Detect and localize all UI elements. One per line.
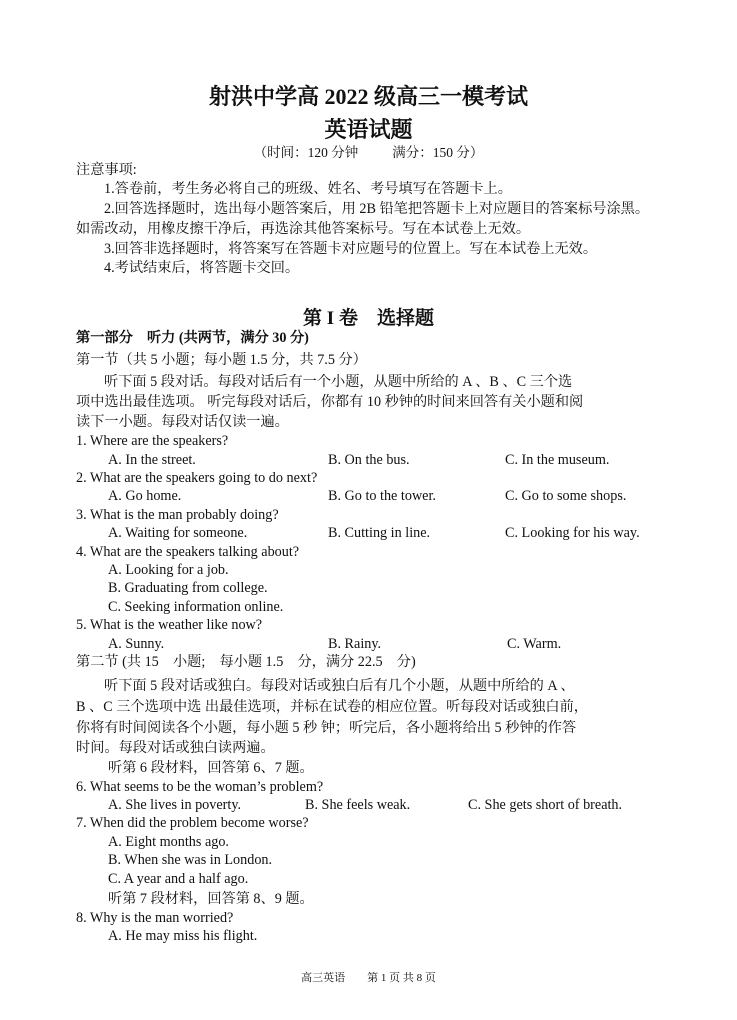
node2-instruction: B 、C 三个选项中选 出最佳选项，并标在试卷的相应位置。听每段对话或独白前， [76, 699, 588, 715]
option-c: C. She gets short of breath. [468, 797, 623, 813]
question-4: 4. What are the speakers talking about? [76, 544, 300, 560]
notice-item: 1.答卷前，考生务必将自己的班级、姓名、考号填写在答题卡上。 [104, 181, 512, 197]
question-1: 1. Where are the speakers? [76, 433, 229, 449]
option-a: A. Eight months ago. [108, 834, 229, 850]
option-c: C. A year and a half ago. [108, 871, 249, 887]
option-c: C. Warm. [507, 636, 562, 652]
question-2: 2. What are the speakers going to do next? [76, 470, 318, 486]
node1-instruction: 项中选出最佳选项。 听完每段对话后，你都有 10 秒钟的时间来回答有关小题和阅 [76, 394, 584, 410]
section-title: 第 I 卷 选择题 [303, 308, 434, 329]
exam-time: （时间：120 分钟 [253, 145, 359, 160]
footer-page-number: 第 1 页 共 8 页 [367, 972, 436, 984]
exam-time-score [0, 141, 737, 161]
notice-item: 4.考试结束后，将答题卡交回。 [104, 260, 300, 276]
option-a: A. He may miss his flight. [108, 928, 258, 944]
option-b: B. When she was in London. [108, 852, 273, 868]
option-b: B. Rainy. [328, 636, 382, 652]
question-8: 8. Why is the man worried? [76, 910, 234, 926]
exam-title: 射洪中学高 2022 级高三一模考试 [208, 84, 528, 109]
notice-heading: 注意事项: [76, 162, 137, 178]
node2-header: 第二节 (共 15 小题; 每小题 1.5 分，满分 22.5 分) [76, 654, 416, 670]
node2-instruction: 你将有时间阅读各个小题，每小题 5 秒 钟；听完后，各小题将给出 5 秒钟的作答 [76, 720, 577, 736]
question-3: 3. What is the man probably doing? [76, 507, 279, 523]
option-a: A. She lives in poverty. [108, 797, 242, 813]
listen-instruction: 听第 6 段材料，回答第 6、7 题。 [108, 760, 314, 776]
node2-instruction: 听下面 5 段对话或独白。每段对话或独白后有几个小题，从题中所给的 A 、 [104, 678, 575, 694]
part-title: 第一部分 听力 (共两节，满分 30 分) [76, 330, 309, 346]
option-c: C. Looking for his way. [505, 525, 640, 541]
option-b: B. She feels weak. [305, 797, 411, 813]
listen-instruction: 听第 7 段材料，回答第 8、9 题。 [108, 891, 314, 907]
option-c: C. In the museum. [505, 452, 610, 468]
question-5: 5. What is the weather like now? [76, 617, 263, 633]
node1-header: 第一节（共 5 小题；每小题 1.5 分，共 7.5 分） [76, 352, 367, 368]
option-a: A. Sunny. [108, 636, 165, 652]
option-b: B. Graduating from college. [108, 580, 268, 596]
exam-subtitle: 英语试题 [324, 117, 413, 142]
option-a: A. In the street. [108, 452, 196, 468]
option-b: B. On the bus. [328, 452, 410, 468]
option-b: B. Go to the tower. [328, 488, 436, 504]
footer-subject: 高三英语 [301, 972, 346, 984]
question-7: 7. When did the problem become worse? [76, 815, 309, 831]
option-c: C. Seeking information online. [108, 599, 284, 615]
node1-instruction: 听下面 5 段对话。每段对话后有一个小题，从题中所给的 A 、B 、C 三个选 [104, 374, 573, 390]
notice-item: 2.回答选择题时，选出每小题答案后，用 2B 铅笔把答题卡上对应题目的答案标号涂黑。 [104, 201, 650, 217]
option-a: A. Go home. [108, 488, 182, 504]
option-b: B. Cutting in line. [328, 525, 431, 541]
page-footer [0, 969, 737, 985]
option-c: C. Go to some shops. [505, 488, 627, 504]
option-a: A. Waiting for someone. [108, 525, 248, 541]
node2-instruction: 时间。每段对话或独白读两遍。 [76, 740, 275, 756]
notice-item: 3.回答非选择题时，将答案写在答题卡对应题号的位置上。写在本试卷上无效。 [104, 241, 598, 257]
node1-instruction: 读下一小题。每段对话仅读一遍。 [76, 414, 289, 430]
option-a: A. Looking for a job. [108, 562, 229, 578]
question-6: 6. What seems to be the woman’s problem? [76, 779, 324, 795]
notice-item: 如需改动，用橡皮擦干净后，再选涂其他答案标号。写在本试卷上无效。 [76, 221, 531, 237]
exam-score: 满分：150 分） [392, 145, 484, 160]
